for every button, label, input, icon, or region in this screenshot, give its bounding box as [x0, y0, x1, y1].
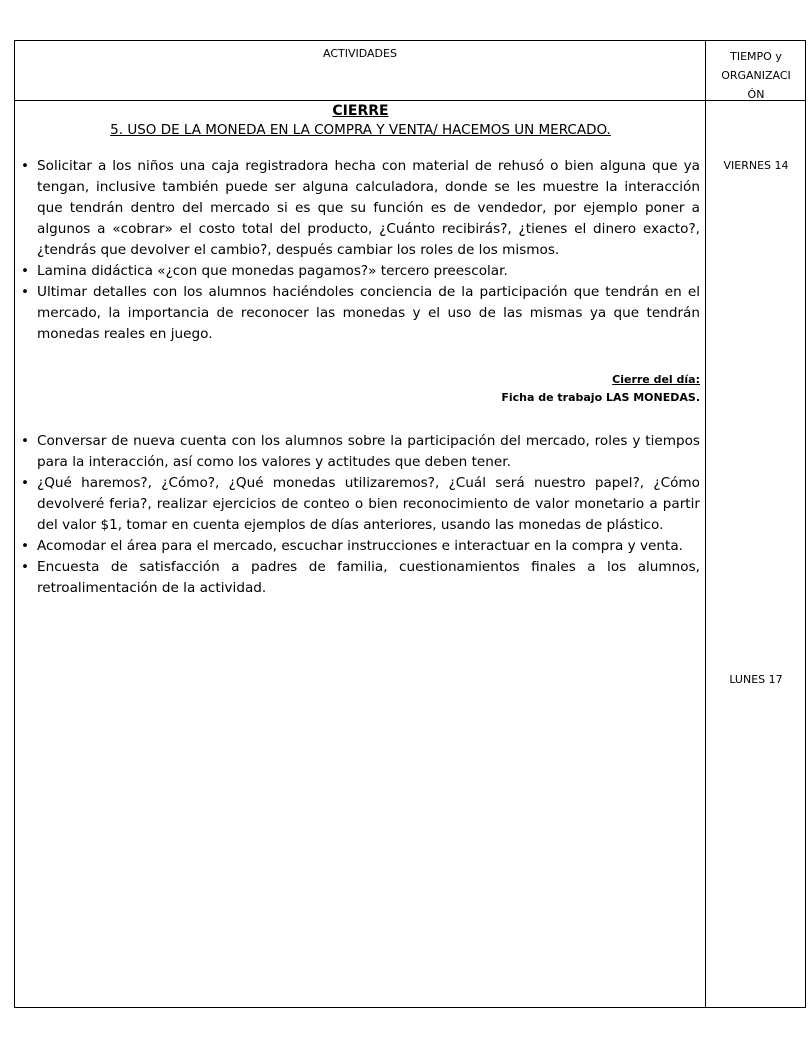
list-item [21, 473, 700, 536]
day-closing [21, 371, 700, 407]
bullet-icon: • [21, 475, 30, 491]
list-item-text: Solicitar a los niños una caja registradora hecha con material de rehusó o bien alguna que ya tengan, inclusive también puede ser alguna calculadora, donde se les muestre la interacción que tendrán dentro del mercado si es que su función es de vendedor, por ejemplo poner a algunos a «cobrar» el costo total del producto, ¿Cuánto recibirás?, ¿tienes el dinero exacto?, ¿tendrás que devolver el cambio?, después cambiar los roles de los mismos. [37, 158, 700, 258]
list-item [21, 156, 700, 261]
list-item-text: Ultimar detalles con los alumnos haciéndoles conciencia de la participación que tendrán en el mercado, la importancia de reconocer las monedas y el uso de las mismas ya que tendrán monedas reales en juego. [37, 284, 700, 342]
column-divider [705, 41, 706, 1007]
activity-list-2 [21, 431, 700, 599]
list-item-text: Acomodar el área para el mercado, escuchar instrucciones e interactuar en la compra y venta. [37, 538, 683, 554]
time-header-line-1: TIEMPO y [730, 50, 782, 63]
plan-table [14, 40, 806, 1008]
bullet-icon: • [21, 559, 30, 575]
activities-header: ACTIVIDADES [323, 47, 397, 60]
date-monday: LUNES 17 [729, 673, 783, 686]
time-header-line-3: ÓN [747, 88, 765, 101]
section-title: CIERRE [332, 103, 389, 119]
section-subtitle: 5. USO DE LA MONEDA EN LA COMPRA Y VENTA/ HACEMOS UN MERCADO. [110, 122, 611, 138]
list-item-text: Conversar de nueva cuenta con los alumnos sobre la participación del mercado, roles y tiempos para la interacción, así como los valores y actitudes que deben tener. [37, 433, 700, 470]
list-item [21, 536, 700, 557]
activity-list-1 [21, 156, 700, 345]
list-item-text: Encuesta de satisfacción a padres de familia, cuestionamientos finales a los alumnos, retroalimentación de la actividad. [37, 559, 700, 596]
header-divider [15, 100, 805, 101]
list-item [21, 431, 700, 473]
bullet-icon: • [21, 263, 30, 279]
activities-content [21, 103, 700, 599]
time-organization-header [706, 47, 806, 104]
list-item-text: Lamina didáctica «¿con que monedas pagamos?» tercero preescolar. [37, 263, 508, 279]
bullet-icon: • [21, 433, 30, 449]
bullet-icon: • [21, 284, 30, 300]
list-item [21, 261, 700, 282]
date-friday: VIERNES 14 [723, 159, 789, 172]
closing-label: Cierre del día: [612, 373, 700, 386]
list-item-text: ¿Qué haremos?, ¿Cómo?, ¿Qué monedas utilizaremos?, ¿Cuál será nuestro papel?, ¿Cómo devolveré feria?, realizar ejercicios de conteo o bien reconocimiento de valor monetario a partir del valor $1, tomar en cuenta ejemplos de días anteriores, usando las monedas de plástico. [37, 475, 700, 533]
closing-worksheet: Ficha de trabajo LAS MONEDAS. [501, 391, 700, 404]
time-header-line-2: ORGANIZACI [721, 69, 791, 82]
list-item [21, 282, 700, 345]
bullet-icon: • [21, 158, 30, 174]
bullet-icon: • [21, 538, 30, 554]
list-item [21, 557, 700, 599]
